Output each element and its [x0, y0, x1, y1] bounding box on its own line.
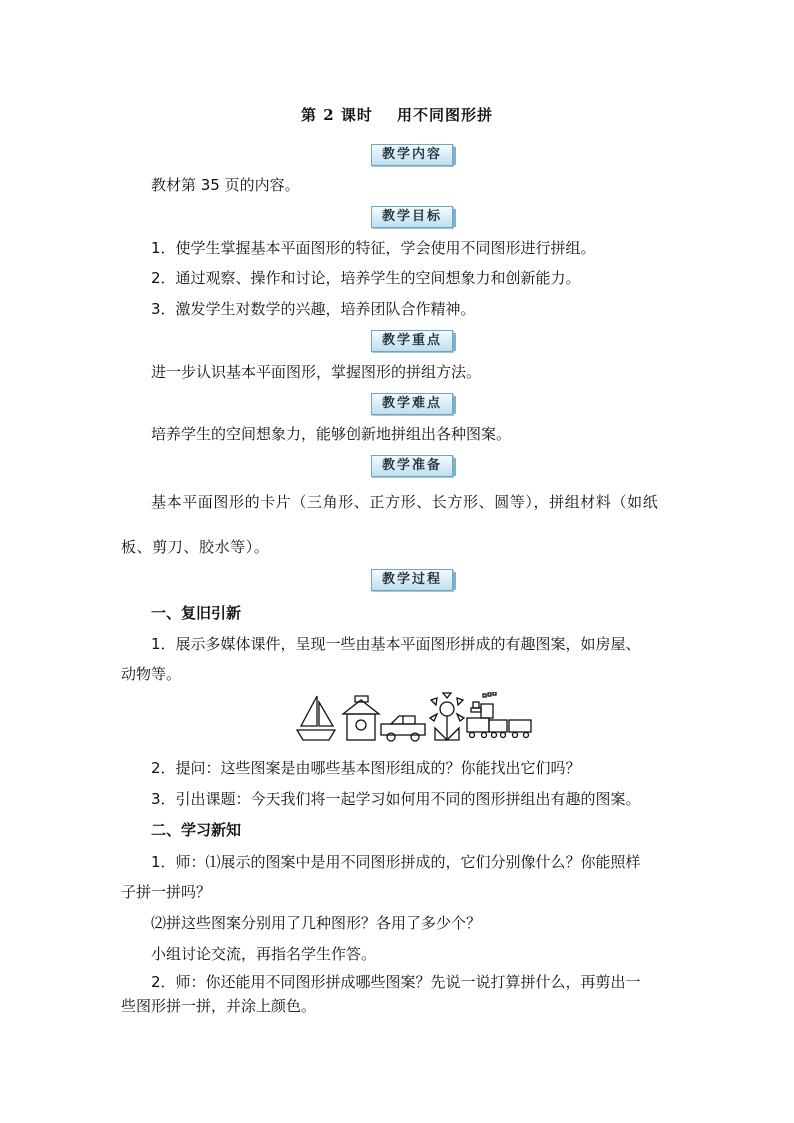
- process-q1b: ⑵拼这些图案分别用了几种图形？各用了多少个？: [151, 914, 482, 932]
- smoke-pattern: [483, 692, 496, 697]
- lesson-name: 用不同图形拼: [396, 106, 493, 124]
- process-p1-line1: 1．展示多媒体课件，呈现一些由基本平面图形拼成的有趣图案，如房屋、: [151, 635, 641, 653]
- process-q1-line1: 1．师：⑴展示的图案中是用不同图形拼成的，它们分别像什么？你能照样: [151, 853, 641, 871]
- section-badge-key: 教学重点: [371, 330, 453, 352]
- section-badge-content: 教学内容: [371, 144, 453, 166]
- lesson-number: 第 2 课时: [301, 106, 373, 124]
- sailboat-pattern: [297, 696, 335, 740]
- house-pattern: [343, 696, 379, 740]
- process-heading-1: 一、复旧引新: [151, 604, 242, 622]
- process-p1-line2: 动物等。: [121, 665, 182, 683]
- difficulty-text: 培养学生的空间想象力，能够创新地拼组出各种图案。: [151, 425, 512, 443]
- goal-item-3: 3．激发学生对数学的兴趣，培养团队合作精神。: [151, 300, 476, 318]
- process-q1-line2: 子拼一拼吗？: [121, 883, 212, 901]
- shape-patterns-figure: [295, 692, 533, 744]
- section-badge-prep: 教学准备: [371, 455, 453, 477]
- goal-item-2: 2．通过观察、操作和讨论，培养学生的空间想象力和创新能力。: [151, 269, 581, 287]
- key-text: 进一步认识基本平面图形，掌握图形的拼组方法。: [151, 363, 482, 381]
- process-q2-line1: 2．师：你还能用不同图形拼成哪些图案？先说一说打算拼什么，再剪出一: [151, 973, 641, 991]
- goal-item-1: 1．使学生掌握基本平面图形的特征，学会使用不同图形进行拼组。: [151, 239, 596, 257]
- prep-text-line2: 板、剪刀、胶水等）。: [121, 538, 270, 556]
- section-badge-goals: 教学目标: [371, 206, 453, 228]
- flower-pattern: [430, 693, 464, 740]
- process-p3: 3．引出课题：今天我们将一起学习如何用不同的图形拼组出有趣的图案。: [151, 790, 641, 808]
- train-pattern: [467, 702, 531, 738]
- process-q2-line2: 些图形拼一拼，并涂上颜色。: [121, 997, 317, 1015]
- lesson-title: [0, 104, 794, 125]
- process-heading-2: 二、学习新知: [151, 821, 242, 839]
- process-p2: 2．提问：这些图案是由哪些基本图形组成的？你能找出它们吗？: [151, 759, 581, 777]
- process-q1c: 小组讨论交流，再指名学生作答。: [151, 945, 377, 963]
- car-pattern: [381, 716, 425, 741]
- prep-text-line1: 基本平面图形的卡片（三角形、正方形、长方形、圆等），拼组材料（如纸: [151, 493, 659, 511]
- content-text: 教材第 35 页的内容。: [151, 176, 300, 194]
- section-badge-difficulty: 教学难点: [371, 393, 453, 415]
- section-badge-process: 教学过程: [371, 569, 453, 591]
